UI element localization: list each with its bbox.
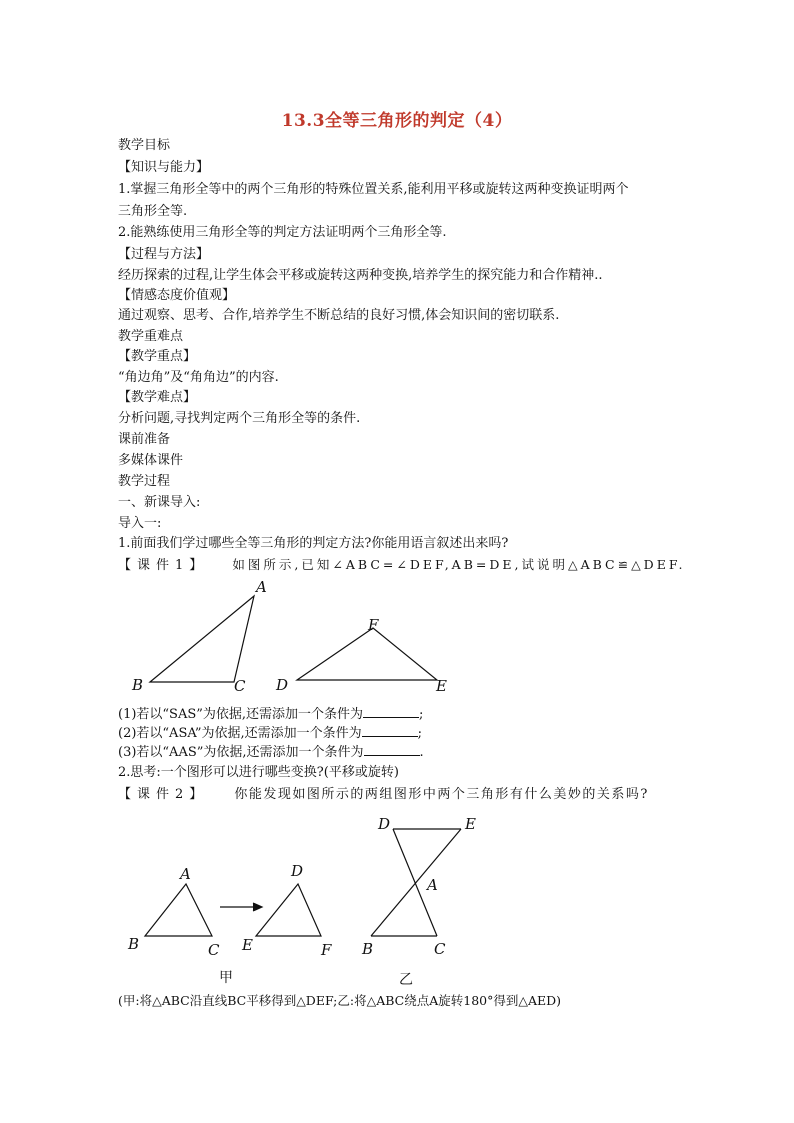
segment-ec: [371, 829, 461, 936]
section-heading: 教学过程: [118, 474, 171, 489]
label-b: B: [132, 676, 144, 694]
paragraph: 三角形全等.: [118, 204, 188, 219]
question-text: (2)若以“ASA”为依据,还需添加一个条件为: [118, 726, 362, 741]
figure-1-triangles: [130, 578, 460, 693]
translate-arrowhead: [253, 903, 262, 911]
paragraph: 2.能熟练使用三角形全等的判定方法证明两个三角形全等.: [118, 225, 447, 240]
label-c-yi: C: [434, 940, 446, 958]
section-heading: 课前准备: [118, 432, 171, 447]
paragraph: 1.掌握三角形全等中的两个三角形的特殊位置关系,能利用平移或旋转这两种变换证明两个: [118, 182, 629, 197]
kejian1-label: 【课件1】: [118, 558, 209, 573]
triangle-def-jia: [256, 884, 321, 936]
subheading: 【教学难点】: [118, 390, 197, 405]
think-question: 2.思考:一个图形可以进行哪些变换?(平移或旋转): [118, 765, 399, 780]
paragraph: 经历探索的过程,让学生体会平移或旋转这两种变换,培养学生的探究能力和合作精神..: [118, 268, 603, 283]
paragraph: 通过观察、思考、合作,培养学生不断总结的良好习惯,体会知识间的密切联系.: [118, 308, 560, 323]
label-a: A: [256, 578, 267, 596]
label-d-yi: D: [378, 815, 391, 833]
question-text: (3)若以“AAS”为依据,还需添加一个条件为: [118, 745, 364, 760]
answer-blank[interactable]: [363, 705, 419, 718]
label-d-jia: D: [291, 862, 304, 880]
figure-2-transformations: [125, 812, 495, 992]
paragraph: 导入一:: [118, 516, 162, 531]
subheading: 【教学重点】: [118, 349, 197, 364]
kejian2-label: 【课件2】: [118, 787, 209, 802]
paragraph: 1.前面我们学过哪些全等三角形的判定方法?你能用语言叙述出来吗?: [118, 536, 509, 551]
triangle-def: [297, 628, 437, 680]
label-a-jia: A: [180, 865, 191, 883]
label-b-yi: B: [362, 940, 374, 958]
question-2: [118, 724, 422, 743]
label-a-yi: A: [427, 876, 438, 894]
question-3: [118, 743, 424, 762]
section-heading: 教学重难点: [118, 329, 184, 344]
label-b-jia: B: [128, 935, 140, 953]
kejian1-text: 如图所示,已知∠ABC=∠DEF,AB=DE,试说明△ABC≌△DEF.: [232, 557, 686, 572]
paragraph: 分析问题,寻找判定两个三角形全等的条件.: [118, 411, 361, 426]
paragraph: 一、新课导入:: [118, 495, 201, 510]
paragraph: 多媒体课件: [118, 453, 184, 468]
answer-blank[interactable]: [362, 724, 418, 737]
kejian1-line: [118, 556, 686, 575]
label-c-jia: C: [208, 941, 220, 959]
label-e-yi: E: [465, 815, 476, 833]
page-title: 13.3全等三角形的判定（4）: [281, 111, 513, 131]
caption-yi: 乙: [399, 972, 413, 988]
section-heading: 教学目标: [118, 138, 171, 153]
label-e: E: [436, 677, 447, 695]
subheading: 【知识与能力】: [118, 160, 210, 175]
question-end: ;: [419, 707, 424, 722]
label-c: C: [234, 677, 246, 695]
figure-caption: (甲:将△ABC沿直线BC平移得到△DEF;乙:将△ABC绕点A旋转180°得到△AED): [118, 993, 562, 1008]
label-f: F: [368, 616, 379, 634]
subheading: 【情感态度价值观】: [118, 288, 236, 303]
label-f-jia: F: [321, 941, 332, 959]
question-text: (1)若以“SAS”为依据,还需添加一个条件为: [118, 707, 364, 722]
triangle-abc-jia: [145, 884, 212, 936]
question-end: .: [419, 745, 424, 760]
triangle-abc: [150, 596, 254, 682]
kejian2-line: [118, 786, 649, 804]
subheading: 【过程与方法】: [118, 247, 210, 262]
label-e-jia: E: [242, 936, 253, 954]
answer-blank[interactable]: [364, 743, 420, 756]
kejian2-text: 你能发现如图所示的两组图形中两个三角形有什么美妙的关系吗?: [234, 787, 649, 802]
question-1: [118, 705, 423, 724]
label-d: D: [276, 676, 289, 694]
paragraph: “角边角”及“角角边”的内容.: [118, 370, 279, 385]
caption-jia: 甲: [219, 970, 233, 986]
question-end: ;: [417, 726, 423, 741]
